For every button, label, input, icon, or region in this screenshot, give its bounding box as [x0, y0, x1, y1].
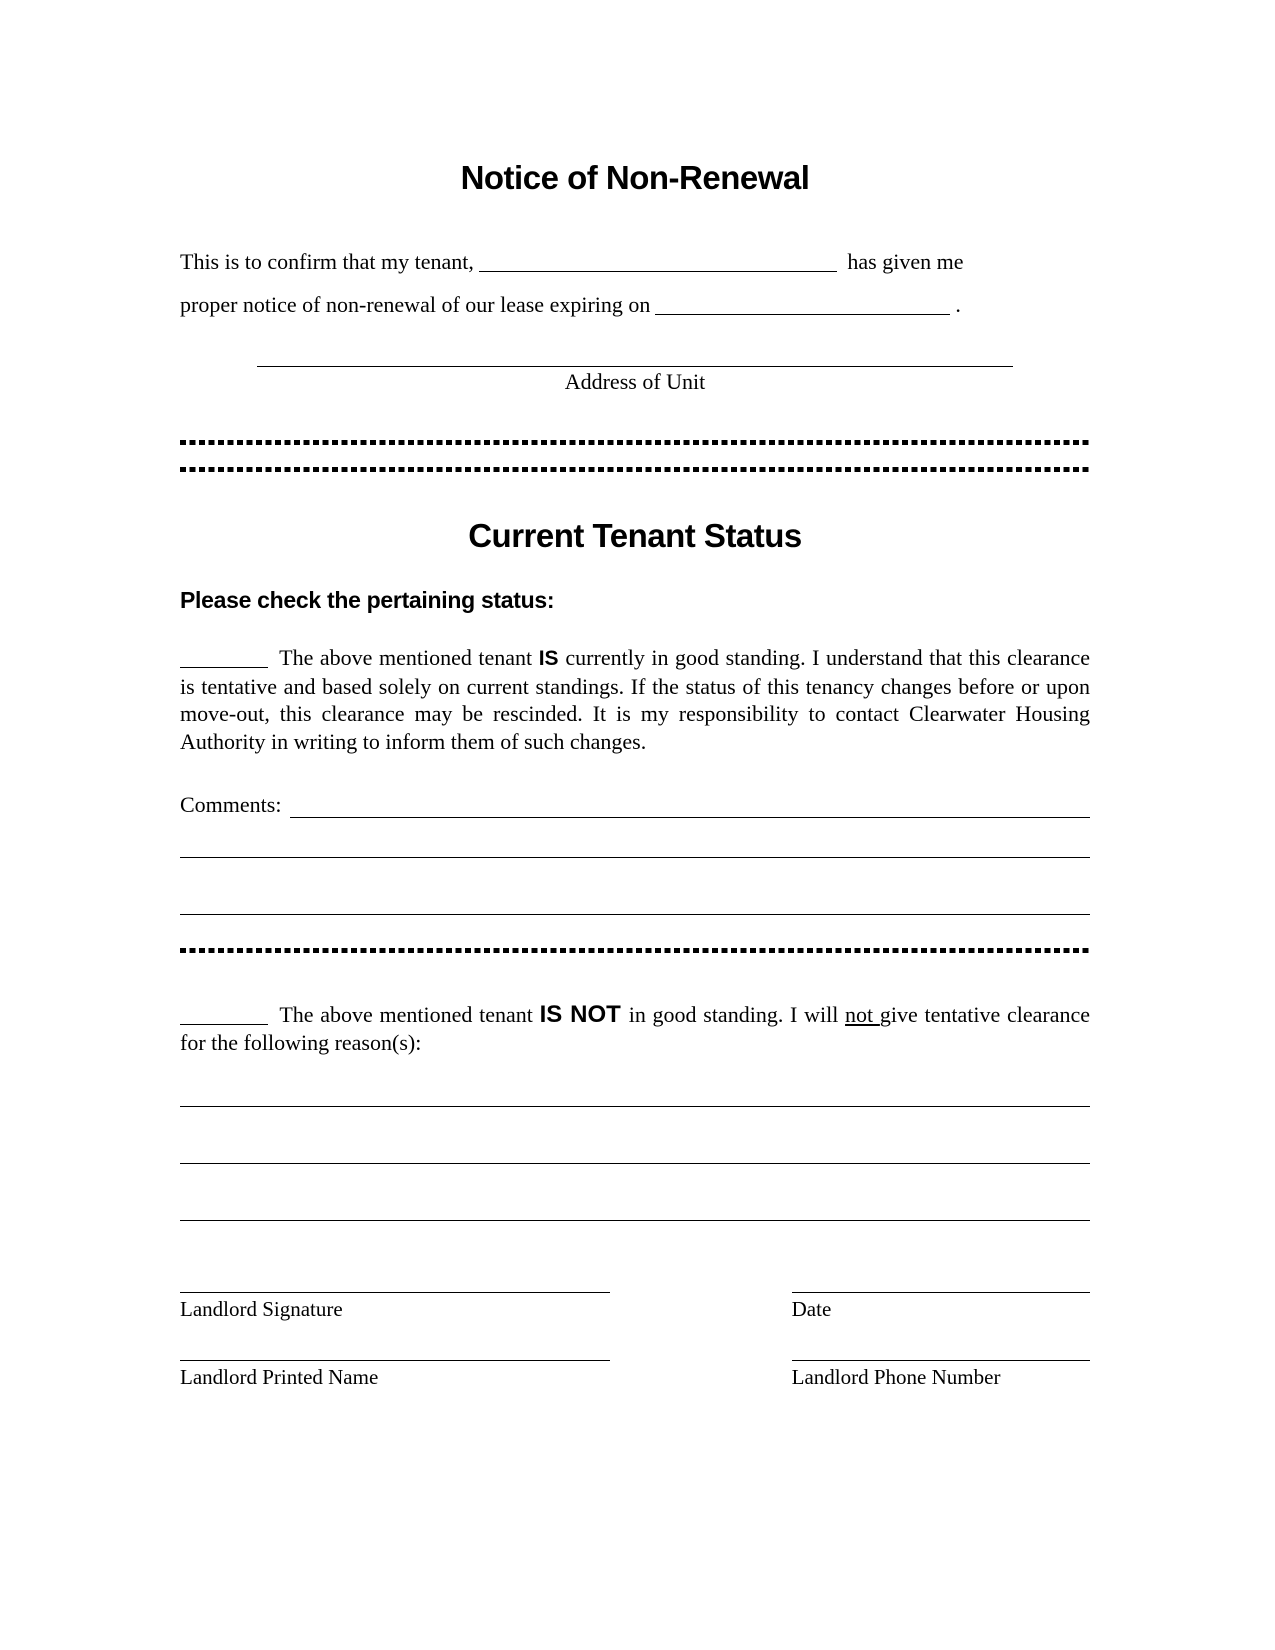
reason-line[interactable]: [180, 1163, 1090, 1164]
not-good-standing-paragraph: [180, 1001, 1090, 1056]
comments-block: [180, 791, 1090, 819]
tenant-name-blank[interactable]: [479, 255, 837, 272]
reason-line[interactable]: [180, 1220, 1090, 1221]
comments-line[interactable]: [180, 914, 1090, 915]
date-line[interactable]: [792, 1292, 1090, 1293]
is-keyword: IS: [538, 647, 566, 670]
good-standing-checkbox-blank[interactable]: [180, 651, 268, 668]
not-good-standing-post: give tentative clearance for the following reason(s):: [180, 1002, 1090, 1055]
not-good-standing-pre: The above mentioned tenant: [279, 1002, 540, 1027]
good-standing-pre: The above mentioned tenant: [279, 645, 539, 670]
intro-line2-period: .: [955, 292, 961, 317]
dashed-separator: [180, 467, 1090, 472]
intro-paragraph: [180, 240, 1090, 326]
intro-line1-text: This is to confirm that my tenant,: [180, 249, 474, 274]
landlord-signature-label: Landlord Signature: [180, 1297, 343, 1321]
landlord-signature-cell: [180, 1292, 610, 1322]
good-standing-post: currently in good standing. I understand that this clearance is tentative and based solely on current standings. If the status of this tenancy changes before or upon move-out, this clearance may be rescinded. It is my responsibility to contact Clearwater Housing Authority in writing to inform them of such changes.: [180, 645, 1090, 754]
intro-line-2: [180, 283, 1090, 326]
signature-row: [180, 1360, 1090, 1390]
address-of-unit-label: Address of Unit: [564, 369, 706, 394]
comments-blank[interactable]: [290, 791, 1090, 818]
landlord-phone-line[interactable]: [792, 1360, 1090, 1361]
landlord-printed-name-label: Landlord Printed Name: [180, 1365, 379, 1389]
dashed-separator: [180, 948, 1090, 953]
comments-line[interactable]: [180, 857, 1090, 858]
date-cell: [792, 1292, 1090, 1322]
landlord-printed-name-line[interactable]: [180, 1360, 610, 1361]
good-standing-paragraph: [180, 644, 1090, 755]
address-of-unit-blank[interactable]: [257, 366, 1013, 367]
landlord-printed-name-cell: [180, 1360, 610, 1390]
landlord-signature-line[interactable]: [180, 1292, 610, 1293]
is-not-keyword: IS NOT: [539, 1001, 629, 1028]
reason-line[interactable]: [180, 1106, 1090, 1107]
not-underlined-word: not: [845, 1002, 880, 1027]
date-label: Date: [791, 1297, 832, 1321]
not-good-standing-mid: in good standing. I will: [628, 1002, 846, 1027]
intro-line-1: [180, 240, 1090, 283]
signature-row: [180, 1292, 1090, 1322]
check-status-instruction: Please check the pertaining status:: [180, 587, 555, 613]
lease-expiry-date-blank[interactable]: [655, 298, 950, 315]
intro-line2-text: proper notice of non-renewal of our lease expiring on: [180, 292, 651, 317]
section-title-current-tenant-status: Current Tenant Status: [468, 517, 802, 554]
comments-label: Comments:: [180, 792, 282, 817]
intro-line1-tail: has given me: [841, 249, 964, 274]
landlord-phone-cell: [792, 1360, 1090, 1390]
address-block: [180, 366, 1090, 396]
not-good-standing-checkbox-blank[interactable]: [180, 1008, 268, 1025]
dashed-separator: [180, 440, 1090, 445]
landlord-phone-label: Landlord Phone Number: [791, 1365, 1001, 1389]
page-title: Notice of Non-Renewal: [460, 159, 810, 196]
